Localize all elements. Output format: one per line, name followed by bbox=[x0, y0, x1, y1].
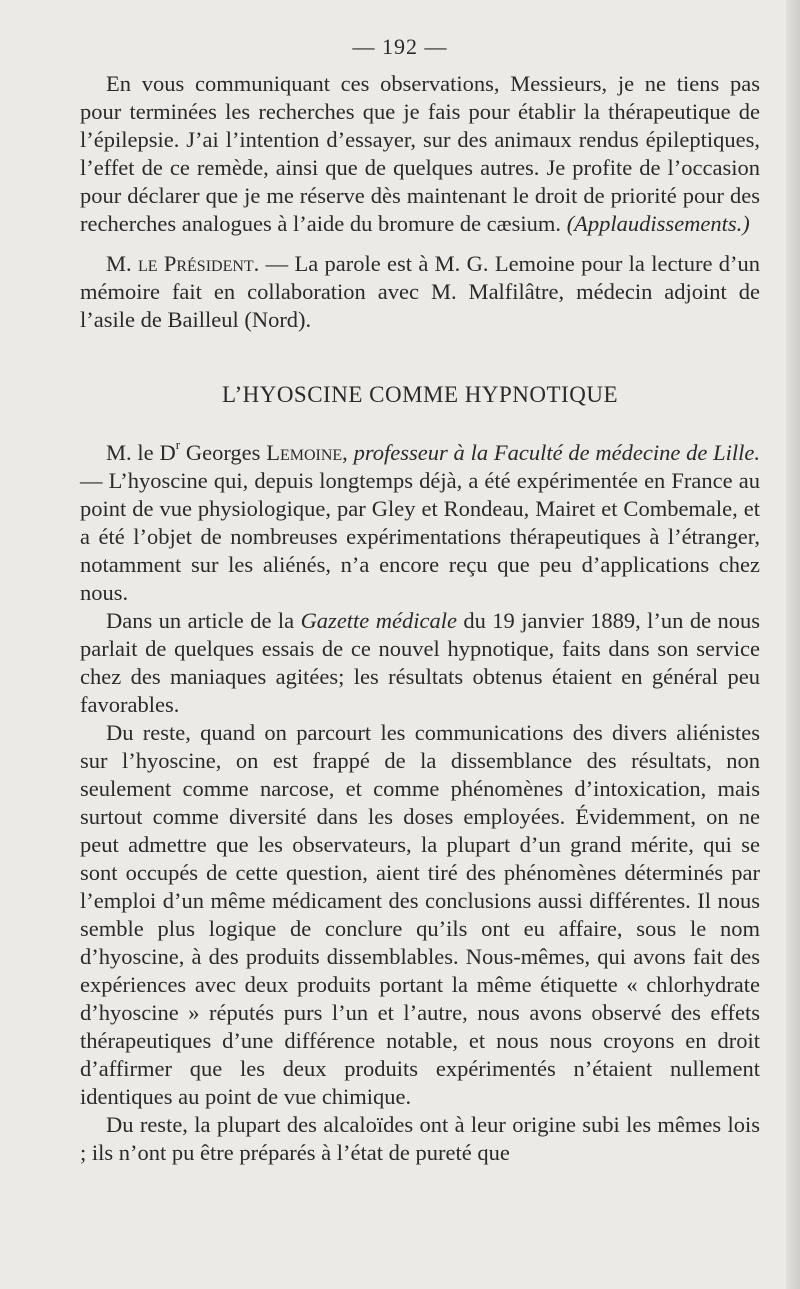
paragraph-text: du 19 janvier 1889, l’un de nous parlait de quelques essais de ce nouvel hypnotique, faits dans son service chez des maniaques agitées; les résultats obtenus étaient en général peu favorables. bbox=[80, 608, 761, 717]
page-body bbox=[80, 70, 760, 1167]
speaker-prefix: M. le D bbox=[106, 440, 176, 465]
speaker-last-name: Lemoine, bbox=[266, 440, 348, 465]
paragraph-text: Dans un article de la bbox=[106, 608, 295, 633]
page-number: — 192 — bbox=[352, 34, 448, 59]
paragraph-dissemblance: Du reste, quand on parcourt les communications des divers aliénistes sur l’hyoscine, on est frappé de la dissemblance des résultats, non seulement comme narcose, et comme phénomènes d’intoxication, mais surtout comme diversité dans les doses employées. Évidemment, on ne peut admettre que les observateurs, la plupart d’un grand mérite, qui se sont occupés de cette question, aient tiré des phénomènes déterminés par l’emploi d’un même médicament des conclusions aussi différentes. Il nous semble plus logique de conclure qu’ils ont eu affaire, sous le nom d’hyoscine, à des produits dissemblables. Nous-mêmes, qui avons fait des expériences avec deux produits portant la même étiquette « chlorhydrate d’hyoscine » réputés purs l’un et l’autre, nous avons observé des effets thérapeutiques d’une différence notable, et nous nous croyons en droit d’affirmer que les deux produits expérimentés n’étaient nullement identiques au point de vue chimique. bbox=[80, 720, 760, 1109]
speaker-title: professeur à la Faculté de médecine de Lille. bbox=[353, 440, 761, 465]
doctor-superscript: r bbox=[175, 437, 181, 452]
paragraph-alkaloids: Du reste, la plupart des alcaloïdes ont à leur origine subi les mêmes lois ; ils n’ont pu être préparés à l’état de pureté que bbox=[80, 1112, 760, 1165]
speaker-name: le Président. bbox=[137, 251, 260, 276]
paragraph-gazette bbox=[80, 607, 760, 719]
paragraph-lemoine bbox=[80, 439, 760, 607]
paragraph-president bbox=[80, 250, 760, 334]
section-heading: L’HYOSCINE COMME HYPNOTIQUE bbox=[222, 382, 618, 407]
speaker-prefix: M. bbox=[106, 251, 132, 276]
applause-note: (Applaudissements.) bbox=[566, 211, 750, 236]
journal-title: Gazette médicale bbox=[300, 608, 457, 633]
paragraph-text: — L’hyoscine qui, depuis longtemps déjà, a été expérimentée en France au point de vue physiologique, par Gley et Rondeau, Mairet et Combemale, et a été l’objet de nombreuses expérimentations thérapeutiques à l’étranger, notamment sur les aliénés, n’a encore reçu que peu d’applications chez nous. bbox=[80, 468, 760, 605]
page-edge bbox=[786, 0, 800, 1289]
speaker-first-name: Georges bbox=[185, 440, 261, 465]
paragraph-text: En vous communiquant ces observations, Messieurs, je ne tiens pas pour terminées les recherches que je fais pour établir la thérapeutique de l’épilepsie. J’ai l’intention d’essayer, sur des animaux rendus épileptiques, l’effet de ce remède, ainsi que de quelques autres. Je profite de l’occasion pour déclarer que je me réserve dès maintenant le droit de priorité pour des recherches analogues à l’aide du bromure de cæsium. bbox=[80, 71, 760, 236]
paragraph-text: — La parole est à M. G. Lemoine pour la lecture d’un mémoire fait en collaboration avec M. Malfilâtre, médecin adjoint de l’asile de Bailleul (Nord). bbox=[80, 251, 761, 332]
paragraph-observations bbox=[80, 70, 760, 238]
